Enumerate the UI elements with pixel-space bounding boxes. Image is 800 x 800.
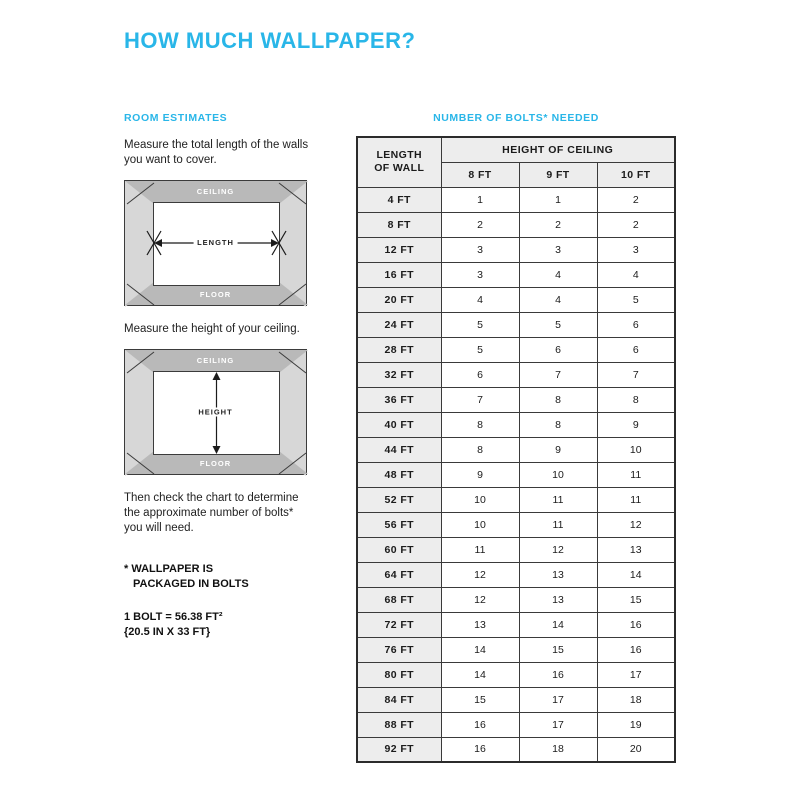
wall-length-cell: 24 FT bbox=[357, 312, 441, 337]
column-header-10ft: 10 FT bbox=[597, 162, 675, 187]
bolts-value-cell: 6 bbox=[441, 362, 519, 387]
table-row bbox=[357, 537, 675, 562]
wall-length-header bbox=[357, 137, 441, 187]
bolts-value-cell: 6 bbox=[597, 312, 675, 337]
table-row bbox=[357, 212, 675, 237]
wall-length-cell: 36 FT bbox=[357, 387, 441, 412]
bolts-value-cell: 9 bbox=[441, 462, 519, 487]
bolts-value-cell: 8 bbox=[597, 387, 675, 412]
bolts-value-cell: 2 bbox=[519, 212, 597, 237]
bolts-value-cell: 11 bbox=[597, 487, 675, 512]
bolts-value-cell: 15 bbox=[519, 637, 597, 662]
wall-length-cell: 8 FT bbox=[357, 212, 441, 237]
diagram2-floor-label: FLOOR bbox=[199, 459, 232, 468]
bolts-value-cell: 7 bbox=[519, 362, 597, 387]
bolts-value-cell: 14 bbox=[441, 662, 519, 687]
bolts-value-cell: 20 bbox=[597, 737, 675, 762]
section-heading-room-estimates: ROOM ESTIMATES bbox=[124, 112, 228, 124]
wall-length-cell: 84 FT bbox=[357, 687, 441, 712]
bolts-value-cell: 14 bbox=[441, 637, 519, 662]
wall-length-cell: 20 FT bbox=[357, 287, 441, 312]
room-diagram-height bbox=[124, 349, 307, 475]
table-header-row-1 bbox=[357, 137, 675, 162]
bolts-value-cell: 3 bbox=[597, 237, 675, 262]
wall-length-cell: 48 FT bbox=[357, 462, 441, 487]
wall-length-cell: 16 FT bbox=[357, 262, 441, 287]
bolts-value-cell: 4 bbox=[597, 262, 675, 287]
bolts-value-cell: 17 bbox=[597, 662, 675, 687]
bolts-value-cell: 3 bbox=[441, 237, 519, 262]
table-row bbox=[357, 362, 675, 387]
page-title: HOW MUCH WALLPAPER? bbox=[124, 28, 416, 53]
bolts-value-cell: 7 bbox=[597, 362, 675, 387]
bolts-value-cell: 5 bbox=[519, 312, 597, 337]
bolts-value-cell: 2 bbox=[597, 212, 675, 237]
table-row bbox=[357, 337, 675, 362]
bolt-area-line: 1 BOLT = 56.38 FT² bbox=[124, 611, 223, 623]
wall-length-cell: 52 FT bbox=[357, 487, 441, 512]
bolts-value-cell: 3 bbox=[519, 237, 597, 262]
bolt-dimensions-line: {20.5 IN X 33 FT} bbox=[124, 626, 211, 638]
wall-length-header-line1: LENGTH bbox=[376, 149, 423, 162]
table-row bbox=[357, 262, 675, 287]
table-row bbox=[357, 512, 675, 537]
bolts-value-cell: 3 bbox=[441, 262, 519, 287]
bolts-value-cell: 16 bbox=[519, 662, 597, 687]
table-row bbox=[357, 437, 675, 462]
table-row bbox=[357, 462, 675, 487]
table-row bbox=[357, 662, 675, 687]
bolts-value-cell: 15 bbox=[597, 587, 675, 612]
table-row bbox=[357, 562, 675, 587]
bolts-value-cell: 16 bbox=[441, 712, 519, 737]
bolts-value-cell: 15 bbox=[441, 687, 519, 712]
diagram1-floor-label: FLOOR bbox=[199, 290, 232, 299]
bolts-value-cell: 12 bbox=[441, 562, 519, 587]
bolts-value-cell: 14 bbox=[597, 562, 675, 587]
bolts-value-cell: 13 bbox=[519, 587, 597, 612]
wall-length-cell: 72 FT bbox=[357, 612, 441, 637]
bolts-value-cell: 12 bbox=[441, 587, 519, 612]
bolts-value-cell: 8 bbox=[441, 437, 519, 462]
table-row bbox=[357, 412, 675, 437]
bolts-value-cell: 6 bbox=[519, 337, 597, 362]
wall-length-cell: 60 FT bbox=[357, 537, 441, 562]
wall-length-cell: 44 FT bbox=[357, 437, 441, 462]
step-2-text: Measure the height of your ceiling. bbox=[124, 323, 300, 335]
room-estimates-column bbox=[124, 112, 314, 640]
bolts-value-cell: 18 bbox=[597, 687, 675, 712]
bolts-value-cell: 13 bbox=[597, 537, 675, 562]
bolts-value-cell: 16 bbox=[441, 737, 519, 762]
bolts-value-cell: 18 bbox=[519, 737, 597, 762]
diagram2-ceiling-label: CEILING bbox=[196, 356, 235, 365]
wall-length-cell: 92 FT bbox=[357, 737, 441, 762]
wall-length-cell: 64 FT bbox=[357, 562, 441, 587]
bolts-value-cell: 8 bbox=[519, 387, 597, 412]
table-row bbox=[357, 637, 675, 662]
bolts-table-body bbox=[357, 187, 675, 762]
bolts-value-cell: 1 bbox=[441, 187, 519, 212]
table-row bbox=[357, 237, 675, 262]
bolts-value-cell: 1 bbox=[519, 187, 597, 212]
bolts-value-cell: 5 bbox=[441, 337, 519, 362]
diagram1-ceiling-label: CEILING bbox=[196, 187, 235, 196]
table-row bbox=[357, 487, 675, 512]
bolts-value-cell: 10 bbox=[597, 437, 675, 462]
step-1-text: Measure the total length of the walls you want to cover. bbox=[124, 139, 309, 166]
table-row bbox=[357, 712, 675, 737]
bolts-value-cell: 6 bbox=[597, 337, 675, 362]
table-row bbox=[357, 687, 675, 712]
table-row bbox=[357, 187, 675, 212]
table-caption: NUMBER OF BOLTS* NEEDED bbox=[433, 112, 599, 124]
bolts-value-cell: 12 bbox=[597, 512, 675, 537]
bolts-value-cell: 5 bbox=[597, 287, 675, 312]
bolts-value-cell: 14 bbox=[519, 612, 597, 637]
bolts-value-cell: 13 bbox=[519, 562, 597, 587]
bolts-value-cell: 16 bbox=[597, 612, 675, 637]
wall-length-cell: 88 FT bbox=[357, 712, 441, 737]
wall-length-cell: 76 FT bbox=[357, 637, 441, 662]
footnote-line-2: PACKAGED IN BOLTS bbox=[133, 578, 249, 590]
bolts-value-cell: 2 bbox=[597, 187, 675, 212]
bolts-value-cell: 19 bbox=[597, 712, 675, 737]
bolts-value-cell: 7 bbox=[441, 387, 519, 412]
step-3-text: Then check the chart to determine the approximate number of bolts* you will need. bbox=[124, 492, 299, 534]
wall-length-cell: 4 FT bbox=[357, 187, 441, 212]
bolts-value-cell: 5 bbox=[441, 312, 519, 337]
wall-length-cell: 40 FT bbox=[357, 412, 441, 437]
wall-length-cell: 80 FT bbox=[357, 662, 441, 687]
bolts-value-cell: 10 bbox=[441, 512, 519, 537]
bolts-value-cell: 12 bbox=[519, 537, 597, 562]
table-row bbox=[357, 737, 675, 762]
column-header-9ft: 9 FT bbox=[519, 162, 597, 187]
bolts-value-cell: 8 bbox=[519, 412, 597, 437]
diagram2-dimension-label: HEIGHT bbox=[194, 408, 236, 417]
bolts-value-cell: 2 bbox=[441, 212, 519, 237]
bolts-value-cell: 17 bbox=[519, 687, 597, 712]
bolts-table-section bbox=[356, 112, 676, 763]
wall-length-cell: 12 FT bbox=[357, 237, 441, 262]
table-row bbox=[357, 587, 675, 612]
bolts-value-cell: 13 bbox=[441, 612, 519, 637]
column-header-8ft: 8 FT bbox=[441, 162, 519, 187]
table-row bbox=[357, 287, 675, 312]
bolts-value-cell: 17 bbox=[519, 712, 597, 737]
bolts-value-cell: 11 bbox=[519, 487, 597, 512]
wall-length-cell: 56 FT bbox=[357, 512, 441, 537]
wall-length-cell: 32 FT bbox=[357, 362, 441, 387]
footnote-line-1: * WALLPAPER IS bbox=[124, 563, 214, 575]
table-row bbox=[357, 312, 675, 337]
bolts-value-cell: 11 bbox=[519, 512, 597, 537]
bolts-value-cell: 10 bbox=[441, 487, 519, 512]
ceiling-height-header: HEIGHT OF CEILING bbox=[441, 137, 675, 162]
diagram1-dimension-label: LENGTH bbox=[193, 238, 238, 247]
bolts-value-cell: 4 bbox=[519, 262, 597, 287]
wall-length-cell: 28 FT bbox=[357, 337, 441, 362]
bolts-value-cell: 16 bbox=[597, 637, 675, 662]
wall-length-header-line2: OF WALL bbox=[374, 162, 425, 175]
bolts-value-cell: 11 bbox=[597, 462, 675, 487]
bolts-value-cell: 9 bbox=[597, 412, 675, 437]
table-row bbox=[357, 612, 675, 637]
bolts-value-cell: 4 bbox=[441, 287, 519, 312]
bolts-value-cell: 4 bbox=[519, 287, 597, 312]
bolts-value-cell: 10 bbox=[519, 462, 597, 487]
wall-length-cell: 68 FT bbox=[357, 587, 441, 612]
bolts-value-cell: 9 bbox=[519, 437, 597, 462]
table-row bbox=[357, 387, 675, 412]
bolts-value-cell: 8 bbox=[441, 412, 519, 437]
bolts-table bbox=[356, 136, 676, 763]
room-diagram-length bbox=[124, 180, 307, 306]
bolts-value-cell: 11 bbox=[441, 537, 519, 562]
